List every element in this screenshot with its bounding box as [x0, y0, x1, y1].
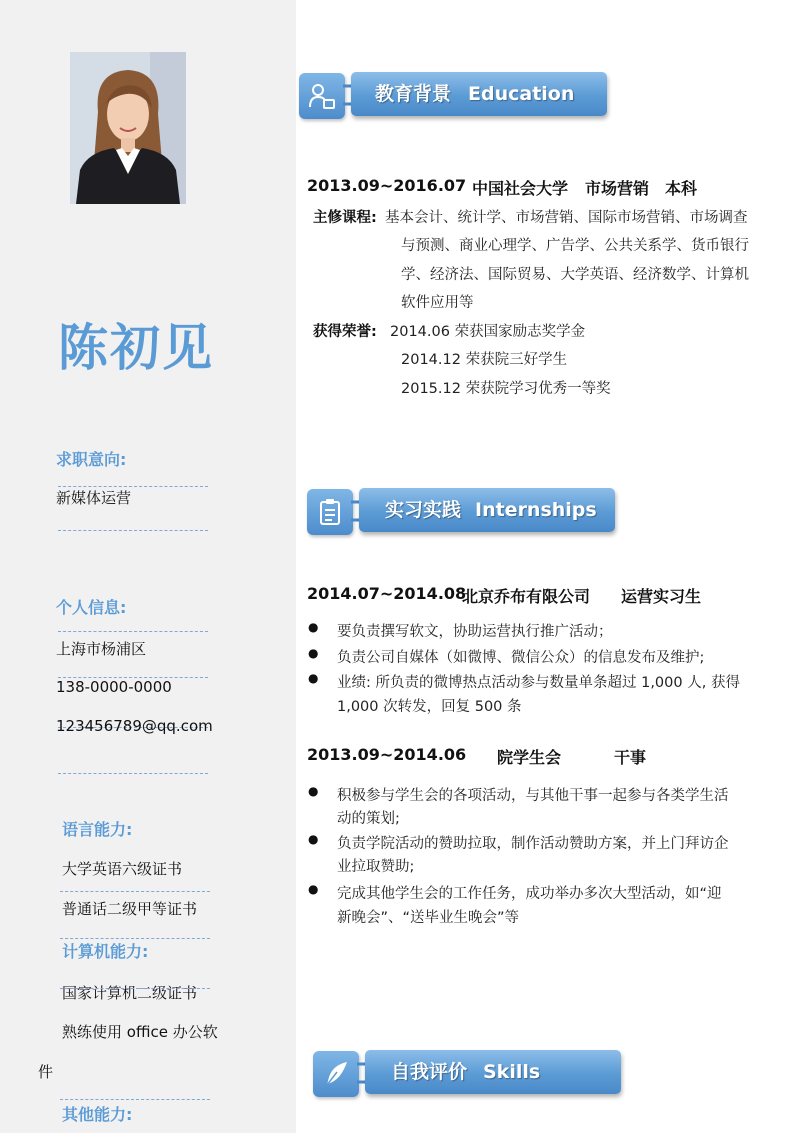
clipboard-icon — [307, 489, 353, 535]
phone-text: 138-0000-0000 — [56, 678, 172, 696]
divider — [58, 530, 208, 531]
courses-line: 基本会计、统计学、市场营销、国际市场营销、市场调查 — [385, 210, 748, 226]
skills-title-en: Skills — [483, 1061, 541, 1083]
divider — [58, 773, 208, 774]
other-title: 其他能力: — [62, 1105, 133, 1124]
divider — [60, 891, 210, 892]
bullet-text: 动的策划; — [337, 811, 400, 827]
bullet-icon: ● — [308, 882, 319, 896]
internship-org: 院学生会 — [497, 748, 562, 767]
language-title: 语言能力: — [62, 820, 133, 839]
language-item: 普通话二级甲等证书 — [62, 900, 198, 918]
bullet-text: 积极参与学生会的各项活动，与其他干事一起参与各类学生活 — [337, 788, 729, 804]
computer-item: 熟练使用 office 办公软 — [62, 1023, 218, 1041]
candidate-name: 陈初见 — [58, 319, 214, 377]
bullet-icon: ● — [308, 620, 319, 634]
internship-role: 干事 — [614, 748, 647, 767]
skills-title-bar — [365, 1050, 621, 1094]
address-text: 上海市杨浦区 — [56, 640, 147, 658]
job-intention-value: 新媒体运营 — [56, 489, 132, 507]
honor-item: 2015.12 荣获院学习优秀一等奖 — [401, 381, 611, 397]
internships-section-header — [307, 485, 617, 539]
job-intention-title: 求职意向: — [56, 450, 127, 469]
profile-photo — [70, 52, 186, 204]
honor-item: 2014.12 荣获院三好学生 — [401, 352, 568, 368]
bullet-text: 1,000 次转发，回复 500 条 — [337, 699, 522, 715]
bullet-text: 负责公司自媒体（如微博、微信公众）的信息发布及维护; — [337, 650, 705, 666]
internship-heading — [307, 745, 727, 767]
education-school: 中国社会大学 — [472, 179, 569, 198]
education-title-bar — [351, 72, 607, 116]
courses-line: 与预测、商业心理学、广告学、公共关系学、货币银行 — [401, 238, 749, 254]
courses-line: 学、经济法、国际贸易、大学英语、经济数学、计算机 — [401, 267, 749, 283]
internships-title-en: Internships — [475, 499, 597, 521]
bullet-text: 要负责撰写软文，协助运营执行推广活动； — [337, 624, 613, 640]
bullet-icon: ● — [308, 832, 319, 846]
bullet-icon: ● — [308, 671, 319, 685]
sidebar — [0, 0, 296, 1133]
internship-period: 2014.07~2014.08 — [307, 584, 467, 603]
internship-period: 2013.09~2014.06 — [307, 745, 467, 764]
courses-line: 软件应用等 — [401, 295, 474, 311]
internships-title-cn: 实习实践 — [385, 499, 462, 521]
education-title-en: Education — [468, 83, 575, 105]
bullet-text: 业拉取赞助; — [337, 859, 415, 875]
internship-role: 运营实习生 — [621, 587, 702, 606]
education-title-cn: 教育背景 — [375, 83, 452, 105]
bullet-text: 完成其他学生会的工作任务，成功举办多次大型活动，如“迎 — [337, 886, 722, 902]
bullet-icon: ● — [308, 784, 319, 798]
skills-title-cn: 自我评价 — [391, 1061, 468, 1083]
courses-label: 主修课程: — [313, 210, 377, 226]
education-degree: 本科 — [665, 179, 698, 198]
personal-info-title: 个人信息: — [56, 598, 127, 617]
bullet-text: 负责学院活动的赞助拉取，制作活动赞助方案，并上门拜访企 — [337, 836, 729, 852]
divider — [58, 631, 208, 632]
skills-section-header — [313, 1047, 623, 1101]
internships-title-bar — [359, 488, 615, 532]
quill-icon — [313, 1051, 359, 1097]
language-item: 大学英语六级证书 — [62, 860, 183, 878]
education-heading — [307, 176, 727, 198]
computer-item: 件 — [38, 1063, 54, 1081]
education-major: 市场营销 — [585, 179, 650, 198]
computer-title: 计算机能力: — [62, 942, 149, 961]
divider — [60, 988, 210, 989]
internship-heading — [307, 584, 727, 606]
divider — [60, 1099, 210, 1100]
portrait-image — [70, 52, 186, 204]
education-period: 2013.09~2016.07 — [307, 176, 467, 195]
email-text: 123456789@qq.com — [56, 717, 213, 735]
internship-org: 北京乔布有限公司 — [462, 587, 591, 606]
honor-item: 2014.06 荣获国家励志奖学金 — [390, 324, 586, 340]
computer-item: 国家计算机二级证书 — [62, 984, 198, 1002]
education-section-header — [299, 69, 609, 123]
bullet-text: 新晚会”、“送毕业生晚会”等 — [337, 910, 520, 926]
bullet-icon: ● — [308, 646, 319, 660]
honors-label: 获得荣誉: — [313, 324, 377, 340]
bullet-text: 业绩: 所负责的微博热点活动参与数量单条超过 1,000 人, 获得 — [337, 675, 740, 691]
user-id-icon — [299, 73, 345, 119]
